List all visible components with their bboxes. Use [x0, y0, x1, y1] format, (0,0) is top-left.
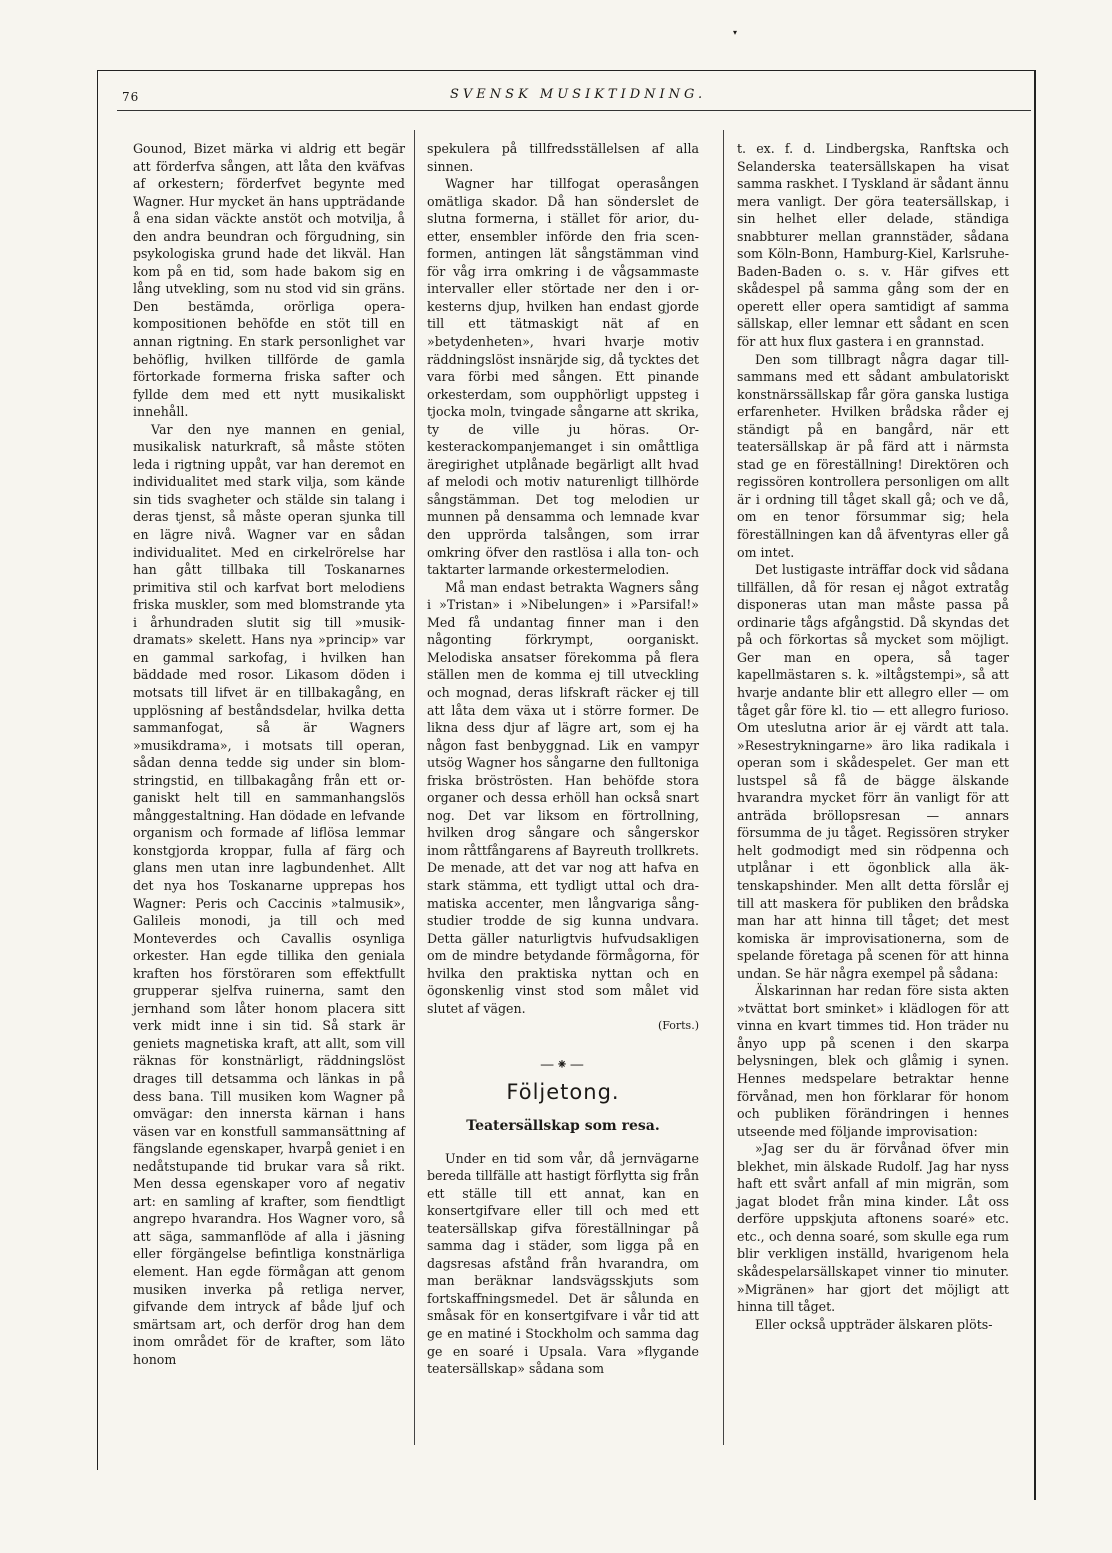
- article-title: Teatersällskap som resa.: [466, 1117, 660, 1134]
- column-right: [737, 140, 1009, 1333]
- paragraph: Eller också uppträder älskaren plöts-: [755, 1316, 993, 1332]
- column-middle: [427, 140, 699, 1378]
- paragraph: Under en tid som vår, då jernvägarne bereda tillfälle att hastigt förflytta sig från ett ställe till ett annat, kan en konsertgifvare eller till och med ett teatersällskap gifva föreställningar på samma dag i städer, som ligga på en dagsresas afstånd från hvarandra, om man beräknar landsvägsskjuts som fortskaffningsmedel. Det är sålunda en småsak för en konsertgifvare i vår tid att ge en matiné i Stockholm och samma dag ge en soaré i Upsala. Vara »flygande teatersällskap» sådana som: [427, 1150, 699, 1377]
- stray-mark: ▾: [733, 28, 738, 37]
- feuilleton-heading: Följetong.: [506, 1080, 620, 1105]
- paragraph: Var den nye mannen en genial, musikalisk naturkraft, så måste stöten leda i rigtning uppåt, var han deremot en individualitet med stark vilja, som kände sin tids svagheter och stälde sin talang i deras tjenst, så måste operan sjunka till en lägre nivå. Wagner var en sådan individualitet. Med en cirkelrörelse har han gått tillbaka till Toskanarnes primitiva stil och karfvat bort melodiens friska muskler, som med blomstrande yta i århundraden slutit sig till »musikdramats» skelett. Hans nya »princip» var en gammal sarkofag, i hvilken han bäddade med rosor. Likasom döden i motsats till lifvet är en tillbakagång, en upplösning af beståndsdelar, hvilka detta sammanfogat, så är Wagners »musikdrama», i motsats till operan, sådan denna tedde sig under sin blomstringstid, en tillbakagång från ett organiskt helt till en sammanhangslös månggestaltning. Han dödade en lefvande organism och formade af liflösa lemmar konstgjorda kroppar, fulla af färg och glans men utan inre lagbundenhet. Allt det nya hos Toskanarne upprepas hos Wagner: Peris och Caccinis »talmusik», Galileis monodi, ja till och med Monteverdes och Cavallis osynliga orkester. Han egde tillika den geniala kraften hos förstöraren som effektfullt grupperar sjelfva ruinerna, samt den jernhand som låter honom placera sitt verk midt inne i sin tid. Så stark är geniets magnetiska kraft, att allt, som vill räknas för konstnärligt, räddningslöst drages till detsamma och länkas in på dess bana. Till musiken kom Wagner på omvägar: den innersta kärnan i hans väsen var en konstfull sammansättning af fängslande egenskaper, hvarpå geniet i en nedåtstupande tid brukar vara så rikt. Men dessa egenskaper voro af negativ art: en samling af krafter, som fiendtligt angrepo hvarandra. Hos Wagner voro, så att säga, sammanflöde af alla i jäsning eller förgängelse befintliga konstnärliga element. Han egde förmågan att genom musiken inverka på retliga nerver, gifvande dem intryck af både ljuf och smärtsam art, och derför drog han dem inom området för de krafter, som läto honom: [133, 421, 405, 1367]
- paragraph: spekulera på tillfredsställelsen af alla sinnen.: [427, 141, 699, 174]
- paragraph: Det lustigaste inträffar dock vid sådana tillfällen, då för resan ej något extratåg disponeras utan man måste passa på ordinarie tågs afgångstid. Då skyndas det på och förkortas så mycket som möjligt. Ger man en opera, så tager kapellmästaren s. k. »iltågstempi», så att hvarje andante blir ett allegro eller — om tåget går före kl. tio — ett allegro furioso. Om uteslutna arior är ej värdt att tala. »Resestrykningarne» äro lika radikala i operan som i skådespelet. Ger man ett lustspel så få de bägge älskande hvarandra mycket förr än vanligt för att anträda bröllopsresan — annars försumma de ju tåget. Regissören stryker helt godmodigt med sin rödpenna och utplånar i ett ögonblick alla äktenskapshinder. Men allt detta förslår ej till att maskera för publiken den brådska man har att hinna till tåget; det mest komiska är improvisationerna, som de spelande företaga på scenen för att hinna undan. Se här några exempel på sådana:: [737, 562, 1009, 981]
- frame-right-rule: [1034, 70, 1036, 1500]
- column-divider: [723, 130, 724, 1445]
- paragraph: t. ex. f. d. Lindbergska, Ranftska och Selanderska teatersällskapen ha visat samma raskhet. I Tyskland är sådant ännu mera vanligt. Der göra teatersällskap, i sin helhet eller delade, ständiga snabbturer mellan grannstäder, sådana som Köln-Bonn, Hamburg-Kiel, Karlsruhe-Baden-Baden o. s. v. Här gifves ett skådespel på samma gång som der en operett eller opera samtidigt af samma sällskap, eller lemnar ett sådant en scen för att hux flux gastera i en grannstad.: [737, 141, 1010, 350]
- column-left: [133, 140, 405, 1368]
- frame-top-rule: [97, 70, 1036, 71]
- section-ornament: —⁕—: [540, 1056, 586, 1073]
- paragraph: Wagner har tillfogat operasången omätliga skador. Då han sönderslet de slutna formerna, i stället för arior, duetter, ensembler införde den fria scenformen, antingen lät sångstämman vind för våg irra omkring i de vågsammaste intervaller eller störtade ner den i orkesterns djup, hvilken han endast gjorde till ett tätmaskigt nät af en »betydenheten», hvari hvarje motiv räddningslöst insnärjde sig, då tycktes det vara förbi med sången. Ett pinande orkesterdam, som oupphörligt uppsteg i tjocka moln, tvingade sångarne att skrika, ty de ville ju höras. Orkesterackompanjemanget i sin omåttliga äregirighet utplånade begärligt allt hvad af melodi och motiv naturenligt tillhörde sångstämman. Det tog melodien ur munnen på densamma och lemnade kvar den upprörda talsången, som irrar omkring öfver den rastlösa i alla ton- och taktarter larmande orkestermelodien.: [427, 176, 699, 578]
- paragraph: Älskarinnan har redan före sista akten »tvättat bort sminket» i klädlogen för att vinna en kvart timmes tid. Hon träder nu ånyo upp på scenen i den skarpa belysningen, blek och glåmig i synen. Hennes medspelare betraktar henne förvånad, men hon förklarar för honom och publiken förändringen i hennes utseende med följande improvisation:: [737, 983, 1009, 1139]
- column-divider: [414, 130, 415, 1445]
- continuation-note: (Forts.): [657, 1019, 699, 1033]
- paragraph: Gounod, Bizet märka vi aldrig ett begär att förderfva sången, att låta den kväfvas af orkestern; förderfvet begynte med Wagner. Hur mycket än hans uppträdande å ena sidan väckte anstöt och motvilja, å den andra beundran och förgudning, sin psykologiska grund hade det likväl. Han kom på en tid, som hade bakom sig en lång utvekling, som nu stod vid sin gräns. Den bestämda, orörliga operakompositionen behöfde en stöt till en annan rigtning. En stark personlighet var behöflig, hvilken tillförde de gamla förtorkade formerna friska safter och fyllde dem med ett nytt musikaliskt innehåll.: [133, 141, 405, 420]
- paragraph: Må man endast betrakta Wagners sång i »Tristan» i »Nibelungen» i »Parsifal!» Med få undantag finner man i den någonting förkrympt, oorganiskt. Melodiska ansatser förekomma på flera ställen men de komma ej till utveckling och mognad, deras lifskraft räcker ej till att låta dem växa ut i större former. De likna dess djur af lägre art, som ej ha någon fast benbyggnad. Lik en vampyr utsög Wagner hos sångarne den fulltoniga friska bröströsten. Han behöfde stora organer och dessa erhöll han också snart nog. Det var liksom en förtrollning, hvilken drog sångare och sångerskor inom råttfångarens af Bayreuth trollkrets. De menade, att det var nog att hafva en stark stämma, ett tydligt uttal och dramatiska accenter, men långvariga sångstudier trodde de sig kunna undvara. Detta gäller naturligtvis hufvudsakligen om de mindre betydande förmågorna, för hvilka den praktiska nyttan och en ögonskenlig vinst stod som målet vid slutet af vägen.: [427, 579, 699, 1016]
- paragraph: »Jag ser du är förvånad öfver min blekhet, min älskade Rudolf. Jag har nyss haft ett svårt anfall af min migrän, som jagat blodet från mina kinder. Låt oss derföre uppskjuta aftonens soaré» etc. etc., och denna soaré, som skulle ega rum blir verkligen inställd, hvarigenom hela skådespelarsällskapet vinner tio minuter. »Migränen» har gjort det möjligt att hinna till tåget.: [737, 1141, 1009, 1315]
- journal-title: SVENSK MUSIKTIDNING.: [450, 87, 707, 102]
- paragraph: Den som tillbragt några dagar tillsammans med ett sådant ambulatoriskt konstnärssällskap får göra ganska lustiga erfarenheter. Hvilken brådska råder ej ständigt på en bangård, när ett teatersällskap är på färd att i närmsta stad ge en föreställning! Direktören och regissören kontrollera personligen om allt är i ordning till tåget skall gå; och ve då, om en tenor försummar sig; hela föreställningen kan då äfventyras eller gå om intet.: [737, 351, 1009, 560]
- frame-left-rule: [97, 70, 98, 1470]
- page-number: 76: [122, 90, 140, 104]
- header-rule: [117, 110, 1031, 111]
